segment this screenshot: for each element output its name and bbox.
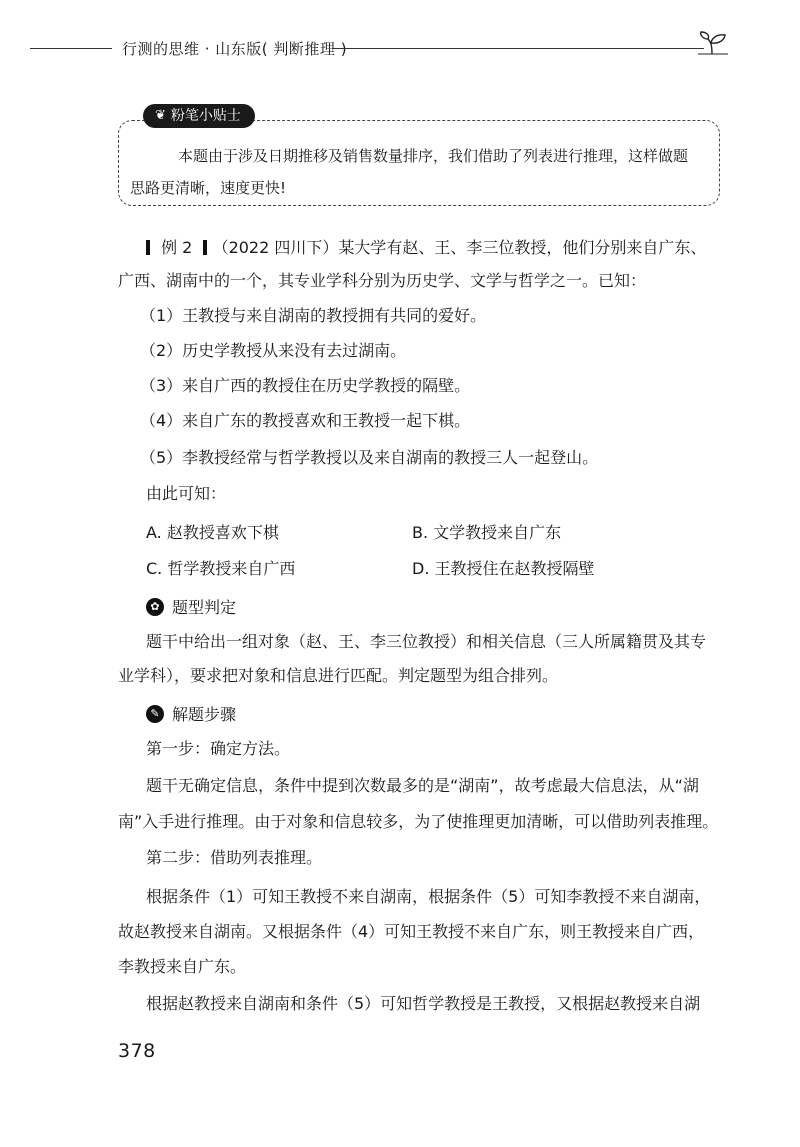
condition-3: （3）来自广西的教授住在历史学教授的隔壁。 bbox=[140, 376, 471, 395]
header-rule-left bbox=[30, 48, 112, 49]
example-line-1 bbox=[146, 238, 706, 258]
example-line-2: 广西、湖南中的一个，其专业学科分别为历史学、文学与哲学之一。已知： bbox=[118, 271, 647, 290]
condition-2: （2）历史学教授从来没有去过湖南。 bbox=[140, 341, 407, 360]
tip-line-1: 本题由于涉及日期推移及销售数量排序，我们借助了列表进行推理，这样做题 bbox=[178, 147, 689, 165]
example-intro: （2022 四川下）某大学有赵、王、李三位教授，他们分别来自广东、 bbox=[212, 238, 707, 257]
section-steps-heading bbox=[146, 702, 236, 725]
pen-icon: ✎ bbox=[146, 705, 164, 723]
header-rule-right bbox=[332, 48, 704, 49]
step-1: 第一步：确定方法。 bbox=[146, 739, 291, 758]
step1-para-line-1: 题干无确定信息，条件中提到次数最多的是“湖南”，故考虑最大信息法，从“湖 bbox=[146, 776, 699, 795]
example-label: 例 2 bbox=[161, 238, 193, 257]
condition-4: （4）来自广东的教授喜欢和王教授一起下棋。 bbox=[140, 411, 471, 430]
sprout-icon bbox=[698, 30, 728, 56]
bracket-mark bbox=[146, 240, 150, 255]
step3-para-line-1: 根据赵教授来自湖南和条件（5）可知哲学教授是王教授，又根据赵教授来自湖 bbox=[146, 994, 701, 1013]
sprout-icon: ❦ bbox=[155, 108, 166, 123]
option-b: B. 文学教授来自广东 bbox=[412, 523, 562, 542]
type-line-2: 业学科），要求把对象和信息进行匹配。判定题型为组合排列。 bbox=[118, 666, 559, 685]
tip-text bbox=[130, 140, 710, 204]
step2-para-line-2: 故赵教授来自湖南。又根据条件（4）可知王教授不来自广东，则王教授来自广西， bbox=[118, 922, 705, 941]
tip-label: 粉笔小贴士 bbox=[170, 108, 241, 124]
option-a: A. 赵教授喜欢下棋 bbox=[146, 523, 279, 542]
section-steps-title: 解题步骤 bbox=[172, 705, 237, 724]
question-prompt: 由此可知： bbox=[146, 484, 227, 503]
section-type-heading bbox=[146, 595, 236, 618]
running-header bbox=[30, 38, 720, 58]
step-2: 第二步：借助列表推理。 bbox=[146, 848, 323, 867]
tip-line-2: 思路更清晰，速度更快! bbox=[130, 179, 287, 197]
option-d: D. 王教授住在赵教授隔壁 bbox=[412, 559, 595, 578]
step1-para-line-2: 南”入手进行推理。由于对象和信息较多，为了使推理更加清晰，可以借助列表推理。 bbox=[118, 812, 719, 831]
condition-1: （1）王教授与来自湖南的教授拥有共同的爱好。 bbox=[140, 306, 487, 325]
bracket-mark bbox=[203, 240, 207, 255]
step2-para-line-3: 李教授来自广东。 bbox=[118, 957, 247, 976]
type-line-1: 题干中给出一组对象（赵、王、李三位教授）和相关信息（三人所属籍贯及其专 bbox=[146, 632, 707, 651]
page-number: 378 bbox=[118, 1040, 156, 1062]
condition-5: （5）李教授经常与哲学教授以及来自湖南的教授三人一起登山。 bbox=[140, 448, 599, 467]
step2-para-line-1: 根据条件（1）可知王教授不来自湖南，根据条件（5）可知李教授不来自湖南， bbox=[146, 887, 711, 906]
flower-icon: ✿ bbox=[146, 598, 164, 616]
header-title: 行测的思维 · 山东版( 判断推理 ) bbox=[122, 40, 348, 58]
section-type-title: 题型判定 bbox=[172, 598, 237, 617]
option-c: C. 哲学教授来自广西 bbox=[146, 559, 296, 578]
tip-label-badge bbox=[143, 104, 255, 128]
